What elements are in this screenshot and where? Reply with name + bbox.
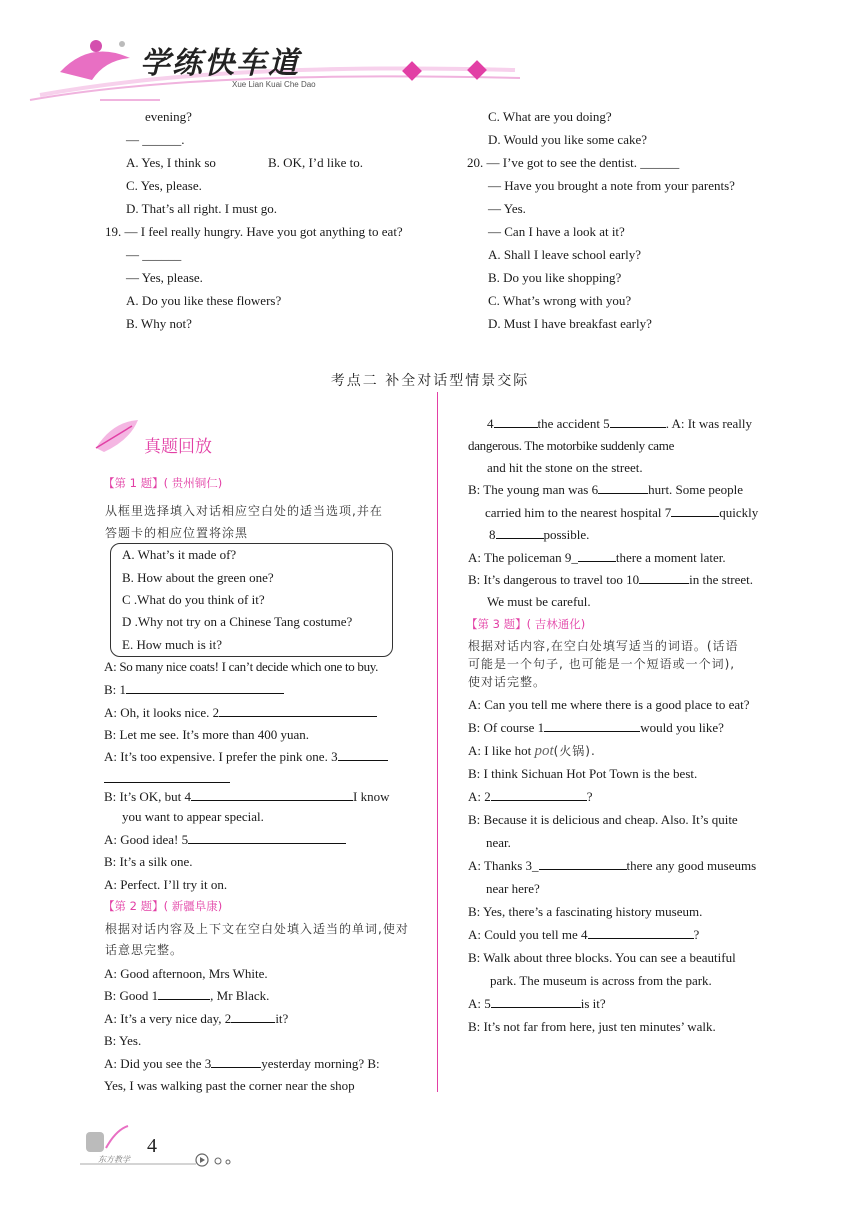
option-a: A. What’s it made of?: [122, 547, 237, 562]
dialogue-line: 8 possible.: [489, 527, 590, 542]
feather-icon: [92, 418, 142, 458]
answer-blank[interactable]: [491, 788, 587, 801]
text-line: — Yes, please.: [126, 270, 203, 285]
instruction: 答题卡的相应位置将涂黑: [105, 526, 249, 540]
column-divider: [437, 392, 438, 1092]
instruction: 使对话完整。: [468, 675, 547, 689]
dialogue-line: B: Because it is delicious and cheap. Also. It’s quite: [468, 812, 738, 827]
question-20: 20. — I’ve got to see the dentist. ______: [467, 155, 680, 170]
dialogue-line: near.: [486, 835, 511, 850]
instruction: 从框里选择填入对话相应空白处的适当选项,并在: [105, 504, 383, 518]
dialogue-line: B: The young man was 6 hurt. Some people: [468, 482, 744, 497]
text-line: — Can I have a look at it?: [488, 224, 625, 239]
dialogue-line: A: 5 is it?: [468, 996, 606, 1011]
answer-blank[interactable]: [231, 1010, 275, 1023]
dialogue-line: B: Walk about three blocks. You can see a beautiful: [468, 950, 736, 965]
dialogue-line: A: Good afternoon, Mrs White.: [104, 966, 268, 981]
dialogue-line: B: It’s a silk one.: [104, 854, 193, 869]
option-d: D. That’s all right. I must go.: [126, 201, 278, 216]
option-d: D .Why not try on a Chinese Tang costume?: [122, 614, 353, 629]
answer-blank-continued: [104, 770, 230, 788]
answer-blank[interactable]: [496, 526, 544, 539]
dialogue-line: B: Of course 1 would you like?: [468, 720, 724, 735]
option-a: A. Do you like these flowers?: [126, 293, 282, 308]
option-a: A. Shall I leave school early?: [488, 247, 642, 262]
instruction: 根据对话内容及上下文在空白处填入适当的单词,使对: [105, 922, 409, 936]
dialogue-line: A: It’s a very nice day, 2 it?: [104, 1011, 289, 1026]
header-decoration: [0, 0, 860, 110]
dialogue-line: A: I like hot pot(火锅).: [468, 743, 596, 759]
instruction: 根据对话内容,在空白处填写适当的词语。(话语: [468, 639, 739, 653]
dialogue-line: B: Good 1 , Mr Black.: [104, 988, 270, 1003]
instruction: 可能是一个句子, 也可能是一个短语或一个词),: [468, 657, 736, 671]
answer-blank[interactable]: [491, 995, 581, 1008]
instruction: 话意思完整。: [105, 943, 184, 957]
answer-blank[interactable]: [211, 1055, 261, 1068]
dialogue-line: B: Let me see. It’s more than 400 yuan.: [104, 727, 310, 742]
question-tag: 【第 1 题】( 贵州铜仁): [103, 476, 223, 490]
option-e: E. How much is it?: [122, 637, 223, 652]
dialogue-line: 4 the accident 5 . A: It was really: [487, 416, 752, 431]
answer-blank[interactable]: [639, 571, 689, 584]
option-b: B. OK, I’d like to.: [268, 155, 363, 170]
answer-blank[interactable]: [158, 987, 210, 1000]
dialogue-line: A: Could you tell me 4 ?: [468, 927, 700, 942]
zhenti-title: 真题回放: [144, 437, 212, 457]
dialogue-line: carried him to the nearest hospital 7 quickly: [485, 505, 759, 520]
text-line: — Yes.: [488, 201, 526, 216]
dialogue-line: B: I think Sichuan Hot Pot Town is the best.: [468, 766, 698, 781]
dialogue-line: A: Did you see the 3 yesterday morning? B:: [104, 1056, 380, 1071]
option-d: D. Must I have breakfast early?: [488, 316, 652, 331]
answer-blank[interactable]: [191, 788, 353, 801]
footer-brand: 东方教学: [98, 1155, 130, 1164]
question-tag: 【第 2 题】( 新疆阜康): [103, 899, 223, 913]
option-b: B. Why not?: [126, 316, 192, 331]
option-c: C. Yes, please.: [126, 178, 202, 193]
dialogue-line: Yes, I was walking past the corner near the shop: [104, 1078, 355, 1093]
logo-text: 学练快车道: [140, 46, 300, 81]
dialogue-line: A: Thanks 3_ there any good museums: [468, 858, 757, 873]
dialogue-line: and hit the stone on the street.: [487, 460, 643, 475]
dialogue-line: A: So many nice coats! I can’t decide which one to buy.: [104, 659, 379, 674]
answer-blank[interactable]: [544, 719, 640, 732]
question-19: 19. — I feel really hungry. Have you got anything to eat?: [105, 224, 403, 239]
answer-blank[interactable]: [598, 481, 648, 494]
answer-blank[interactable]: [338, 748, 388, 761]
dialogue-line: near here?: [486, 881, 540, 896]
dialogue-line: dangerous. The motorbike suddenly came: [468, 438, 675, 453]
page-number: 4: [147, 1135, 157, 1157]
option-b: B. How about the green one?: [122, 570, 274, 585]
answer-blank[interactable]: [671, 504, 719, 517]
answer-blank[interactable]: [588, 926, 694, 939]
dialogue-line: B: It’s OK, but 4 I know: [104, 789, 390, 804]
dialogue-line: A: Good idea! 5: [104, 831, 346, 849]
dialogue-line: you want to appear special.: [122, 809, 264, 824]
dialogue-line: B: It’s dangerous to travel too 10 in the street.: [468, 572, 754, 587]
option-c: C. What’s wrong with you?: [488, 293, 632, 308]
option-b: B. Do you like shopping?: [488, 270, 622, 285]
dialogue-line: A: Perfect. I’ll try it on.: [104, 877, 228, 892]
dialogue-line: A: 2 ?: [468, 789, 593, 804]
dialogue-line: B: 1: [104, 681, 284, 699]
logo-pinyin: Xue Lian Kuai Che Dao: [232, 80, 316, 89]
text-line: — ______.: [126, 132, 185, 147]
dialogue-line: A: Oh, it looks nice. 2: [104, 704, 377, 722]
answer-blank[interactable]: [610, 415, 666, 428]
dialogue-line: We must be careful.: [487, 594, 591, 609]
option-d: D. Would you like some cake?: [488, 132, 648, 147]
answer-blank[interactable]: [494, 415, 538, 428]
text-line: evening?: [145, 109, 192, 124]
dialogue-line: park. The museum is across from the park.: [490, 973, 712, 988]
answer-blank[interactable]: [188, 831, 346, 844]
dialogue-line: B: Yes, there’s a fascinating history museum.: [468, 904, 703, 919]
question-tag: 【第 3 题】( 吉林通化): [466, 617, 586, 631]
answer-blank[interactable]: [539, 857, 627, 870]
dialogue-line: B: It’s not far from here, just ten minutes’ walk.: [468, 1019, 716, 1034]
answer-blank[interactable]: [219, 704, 377, 717]
dialogue-line: A: Can you tell me where there is a good place to eat?: [468, 697, 750, 712]
dialogue-line: B: Yes.: [104, 1033, 142, 1048]
option-c: C .What do you think of it?: [122, 592, 265, 607]
page-header: [0, 0, 860, 110]
answer-blank[interactable]: [104, 770, 230, 783]
dialogue-line: A: It’s too expensive. I prefer the pink one. 3: [104, 748, 388, 766]
option-c: C. What are you doing?: [488, 109, 612, 124]
text-line: — ______: [126, 247, 182, 262]
answer-blank[interactable]: [126, 681, 284, 694]
section-title: 考点二 补全对话型情景交际: [330, 373, 530, 389]
option-a: A. Yes, I think so: [126, 155, 216, 170]
answer-blank[interactable]: [578, 549, 616, 562]
dialogue-line: A: The policeman 9_ there a moment later.: [468, 550, 726, 565]
text-line: — Have you brought a note from your parents?: [488, 178, 735, 193]
